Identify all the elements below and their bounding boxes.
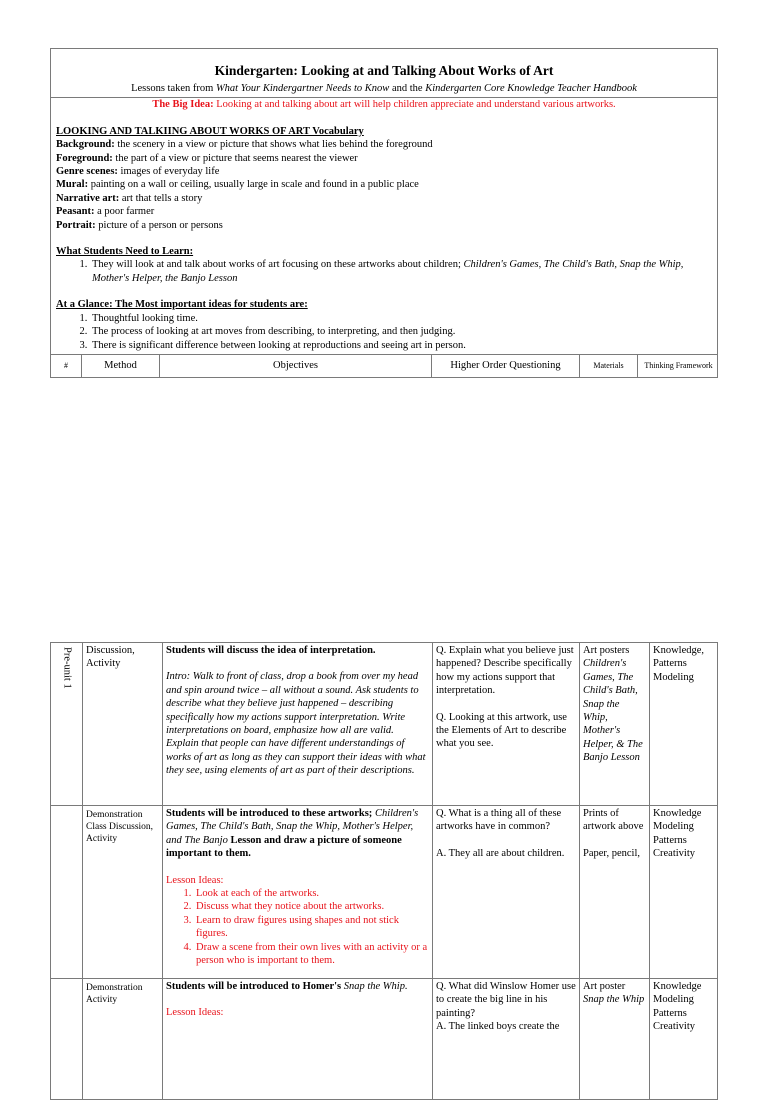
- vocab-term: Portrait:: [56, 219, 96, 231]
- document-subtitle: [51, 82, 717, 95]
- vocabulary-heading: LOOKING AND TALKIING ABOUT WORKS OF ART Vocabulary: [56, 125, 364, 137]
- list-item: 3. Learn to draw figures using shapes and not stick figures.: [194, 914, 429, 941]
- vocab-item: [56, 165, 713, 178]
- framework-item: Modeling: [653, 671, 694, 683]
- header-table: [50, 48, 718, 378]
- materials-text: Art posters: [583, 645, 630, 656]
- framework-cell: [649, 806, 717, 978]
- content-block: [51, 112, 717, 354]
- vocab-item: [56, 192, 713, 205]
- vocab-def: images of everyday life: [117, 166, 220, 178]
- questioning-cell: [432, 806, 579, 978]
- framework-item: Creativity: [653, 848, 695, 860]
- lesson-ideas-label: Lesson Ideas:: [166, 874, 224, 886]
- method-cell: Demonstration Activity: [82, 979, 162, 1099]
- vocab-term: Narrative art:: [56, 192, 120, 204]
- framework-item: Patterns: [653, 834, 687, 846]
- vocab-def: art that tells a story: [119, 192, 203, 204]
- vocab-term: Foreground:: [56, 152, 113, 164]
- vocab-def: picture of a person or persons: [95, 219, 223, 231]
- vocab-def: painting on a wall or ceiling, usually large in scale and found in a public place: [88, 179, 419, 191]
- table-row: [51, 805, 717, 978]
- column-header-objectives: Objectives: [159, 355, 431, 377]
- column-header-framework: Thinking Framework: [637, 355, 719, 377]
- list-item: [90, 258, 713, 285]
- list-item: 2. Discuss what they notice about the artworks.: [194, 900, 429, 913]
- framework-item: Knowledge,: [653, 645, 705, 656]
- objective-bold: Students will be introduced to Homer's: [166, 981, 344, 992]
- learn-works: Children's Games, The Child's Bath, Snap the Whip, Mother's Helper, the Banjo Lesson: [92, 259, 684, 284]
- materials-cell: [579, 643, 649, 805]
- materials-cell: [579, 806, 649, 978]
- method-cell: Discussion, Activity: [82, 643, 162, 805]
- objective-works: Children's Games, The Child's Bath, Snap the Whip, Mother's Helper, and The Banjo: [166, 808, 419, 846]
- list-item: 3. There is significant difference between looking at reproductions and seeing art in person.: [90, 339, 713, 352]
- lesson-table: [50, 642, 718, 1100]
- unit-cell: [51, 643, 82, 805]
- materials-cell: [579, 979, 649, 1099]
- column-header-method: Method: [81, 355, 159, 377]
- vocab-item: [56, 152, 713, 165]
- table-row: [51, 978, 717, 1099]
- objectives-cell: [162, 806, 432, 978]
- objectives-cell: [162, 979, 432, 1099]
- vocab-term: Background:: [56, 139, 115, 151]
- vocab-item: [56, 205, 713, 218]
- framework-cell: [649, 979, 717, 1099]
- subtitle-book-2: Kindergarten Core Knowledge Teacher Handbook: [425, 83, 637, 94]
- questioning-cell: [432, 643, 579, 805]
- column-header-questioning: Higher Order Questioning: [431, 355, 579, 377]
- materials-text-2: Paper, pencil,: [583, 847, 641, 859]
- objective-bold-2: Lesson and draw a picture of someone important to them.: [166, 834, 402, 860]
- vocab-item: [56, 138, 713, 151]
- vocabulary-list: [56, 138, 713, 232]
- table-row: [51, 643, 717, 805]
- vocab-def: the scenery in a view or picture that shows what lies behind the foreground: [114, 139, 433, 151]
- objective-intro: Intro: Walk to front of class, drop a book from over my head and spin around twice – all without a sound. Ask students to describe what they believe just happened – describing specifically how my actions support interpretation. Write interpretations on board, emphasize how all are valid. Explain that people can have different understandings of works of art as long as they can support their ideas with what they see, using elements of art as part of their descriptions.: [166, 671, 426, 777]
- big-idea-label: The Big Idea:: [152, 99, 214, 111]
- learn-text: They will look at and talk about works of art focusing on these artworks about children;: [92, 259, 464, 271]
- objective-italic: Snap the Whip.: [343, 981, 408, 992]
- need-to-learn-heading: What Students Need to Learn:: [56, 246, 194, 258]
- need-to-learn-list: [56, 258, 713, 285]
- title-block: [51, 49, 717, 98]
- list-item: 1. Look at each of the artworks.: [194, 887, 429, 900]
- method-cell: Demonstration Class Discussion, Activity: [82, 806, 162, 978]
- vocab-def: a poor farmer: [94, 206, 155, 218]
- objective-title: Students will discuss the idea of interpretation.: [166, 645, 376, 656]
- question-1: Q. What is a thing all of these artworks have in common?: [436, 808, 562, 833]
- table-header-row: [51, 354, 717, 377]
- framework-item: Creativity: [653, 1021, 695, 1033]
- list-item: 4. Draw a scene from their own lives with an activity or a person who is important to them.: [194, 941, 429, 968]
- answer-1: A. They all are about children.: [436, 847, 565, 859]
- materials-works: Snap the Whip: [583, 994, 645, 1006]
- framework-item: Patterns: [653, 1007, 687, 1019]
- vocab-item: [56, 219, 713, 232]
- framework-item: Knowledge: [653, 808, 702, 819]
- big-idea-text: Looking at and talking about art will help children appreciate and understand various artworks.: [213, 99, 616, 111]
- framework-item: Patterns: [653, 658, 687, 670]
- unit-cell: [51, 979, 82, 1099]
- subtitle-prefix: Lessons taken from: [131, 83, 216, 94]
- list-item: 1. Thoughtful looking time.: [90, 312, 713, 325]
- big-idea: [51, 98, 717, 111]
- framework-item: Modeling: [653, 994, 694, 1006]
- questioning-cell: [432, 979, 579, 1099]
- document-title: Kindergarten: Looking at and Talking About Works of Art: [214, 63, 554, 78]
- subtitle-middle: and the: [389, 83, 426, 94]
- vocab-term: Peasant:: [56, 206, 95, 218]
- vocab-term: Mural:: [56, 179, 89, 191]
- materials-works: Children's Games, The Child's Bath, Snap the Whip, Mother's Helper, & The Banjo Lesson: [583, 658, 643, 764]
- objective-text: [166, 807, 429, 861]
- materials-text: Prints of artwork above: [583, 808, 644, 833]
- objective-text: [166, 980, 429, 993]
- lesson-ideas-label: Lesson Ideas:: [166, 1007, 224, 1019]
- framework-item: Knowledge: [653, 981, 702, 992]
- column-header-materials: Materials: [579, 355, 637, 377]
- question-1: Q. What did Winslow Homer use to create the big line in his painting?: [436, 981, 576, 1019]
- column-header-number: #: [64, 361, 68, 371]
- question-2: Q. Looking at this artwork, use the Elements of Art to describe what you see.: [436, 711, 567, 750]
- objectives-cell: [162, 643, 432, 805]
- vocab-item: [56, 178, 713, 191]
- answer-1: A. The linked boys create the: [436, 1021, 560, 1033]
- unit-cell: [51, 806, 82, 978]
- framework-cell: [649, 643, 717, 805]
- materials-text: Art poster: [583, 981, 626, 992]
- subtitle-book-1: What Your Kindergartner Needs to Know: [215, 83, 390, 94]
- at-a-glance-list: [56, 312, 713, 352]
- vocab-def: the part of a view or picture that seems nearest the viewer: [112, 152, 358, 164]
- framework-item: Modeling: [653, 821, 694, 833]
- objective-bold: Students will be introduced to these artworks;: [166, 808, 373, 819]
- list-item: 2. The process of looking at art moves from describing, to interpreting, and then judging.: [90, 325, 713, 338]
- vocab-term: Genre scenes:: [56, 166, 118, 178]
- unit-label: Pre-unit 1: [61, 647, 73, 689]
- lesson-ideas-list: [166, 887, 429, 967]
- at-a-glance-heading: At a Glance: The Most important ideas for students are:: [56, 299, 308, 311]
- question-1: Q. Explain what you believe just happened? Describe specifically how my actions support that interpretation.: [436, 645, 574, 697]
